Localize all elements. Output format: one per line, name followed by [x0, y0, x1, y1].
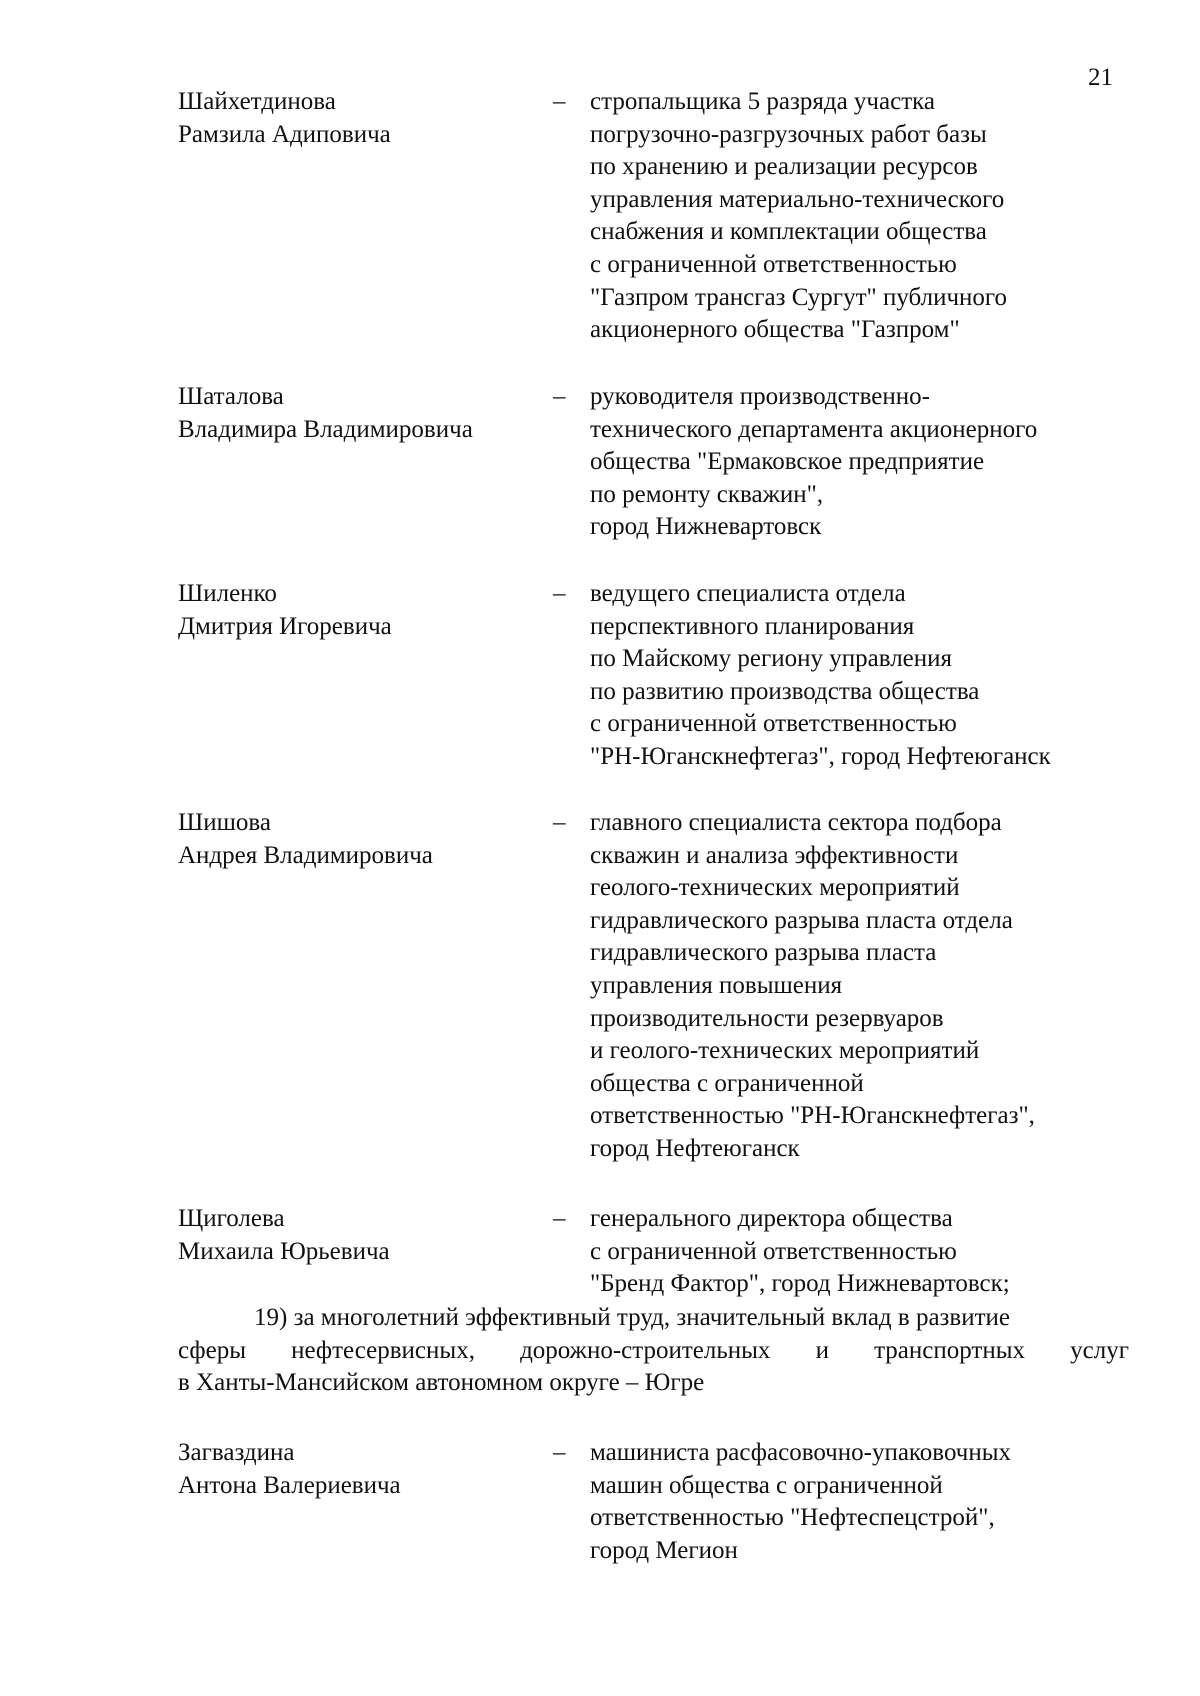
surname: Шаталова [178, 383, 284, 410]
person-name [178, 807, 548, 872]
dash-separator: – [553, 88, 566, 115]
description-line: производительности резервуаров [590, 1004, 944, 1032]
given-names: Владимира Владимировича [178, 415, 473, 443]
description-line: по развитию производства общества [590, 677, 980, 705]
paragraph-line: 19) за многолетний эффективный труд, значительный вклад в развитие [254, 1304, 1010, 1331]
dash-separator: – [553, 809, 566, 836]
surname: Шишова [178, 809, 271, 836]
person-name [178, 86, 548, 151]
surname: Шайхетдинова [178, 88, 336, 115]
position-description [590, 807, 1150, 1166]
description-line: управления материально-технического [590, 185, 1005, 213]
description-line: стропальщика 5 разряда участка [590, 88, 935, 115]
description-line: машин общества с ограниченной [590, 1471, 943, 1499]
section-paragraph [178, 1302, 1129, 1400]
description-line: руководителя производственно- [590, 383, 930, 410]
description-line: "РН-Юганскнефтегаз", город Нефтеюганск [590, 742, 1051, 770]
page-number: 21 [1088, 64, 1113, 91]
position-description [590, 1437, 1150, 1567]
description-line: с ограниченной ответственностью [590, 1237, 957, 1265]
description-line: и геолого-технических мероприятий [590, 1037, 980, 1065]
person-name [178, 1203, 548, 1268]
surname: Шиленко [178, 580, 277, 607]
description-line: скважин и анализа эффективности [590, 841, 959, 869]
description-line: с ограниченной ответственностью [590, 710, 957, 738]
position-description [590, 86, 1150, 347]
description-line: снабжения и комплектации общества [590, 218, 987, 246]
given-names: Рамзила Адиповича [178, 120, 391, 148]
given-names: Антона Валериевича [178, 1471, 401, 1499]
description-line: город Нижневартовск [590, 513, 822, 541]
description-line: по ремонту скважин", [590, 480, 824, 508]
description-line: общества "Ермаковское предприятие [590, 448, 985, 476]
description-line: общества с ограниченной [590, 1069, 864, 1097]
given-names: Андрея Владимировича [178, 841, 433, 869]
description-line: главного специалиста сектора подбора [590, 809, 1002, 836]
description-line: ответственностью "Нефтеспецстрой", [590, 1504, 995, 1532]
given-names: Михаила Юрьевича [178, 1237, 390, 1265]
position-description [590, 578, 1150, 774]
description-line: генерального директора общества [590, 1205, 953, 1232]
person-name [178, 578, 548, 643]
description-line: "Бренд Фактор", город Нижневартовск; [590, 1270, 1010, 1298]
description-line: ведущего специалиста отдела [590, 580, 906, 607]
description-line: геолого-технических мероприятий [590, 874, 960, 902]
description-line: по хранению и реализации ресурсов [590, 153, 978, 181]
description-line: по Майскому региону управления [590, 645, 953, 673]
description-line: машиниста расфасовочно-упаковочных [590, 1439, 1012, 1466]
position-description [590, 381, 1150, 544]
paragraph-line: сферы нефтесервисных, дорожно-строительных и транспортных услуг [178, 1336, 1129, 1364]
dash-separator: – [553, 1439, 566, 1466]
description-line: технического департамента акционерного [590, 415, 1038, 443]
description-line: ответственностью "РН-Юганскнефтегаз", [590, 1102, 1035, 1130]
description-line: город Мегион [590, 1536, 738, 1564]
paragraph-line: в Ханты-Мансийском автономном округе – Югре [178, 1369, 705, 1397]
description-line: город Нефтеюганск [590, 1134, 800, 1162]
person-name [178, 1437, 548, 1502]
position-description [590, 1203, 1150, 1301]
person-name [178, 381, 548, 446]
description-line: перспективного планирования [590, 612, 915, 640]
description-line: с ограниченной ответственностью [590, 250, 957, 278]
description-line: гидравлического разрыва пласта [590, 939, 937, 967]
dash-separator: – [553, 383, 566, 410]
given-names: Дмитрия Игоревича [178, 612, 392, 640]
dash-separator: – [553, 1205, 566, 1232]
description-line: управления повышения [590, 971, 843, 999]
surname: Щиголева [178, 1205, 285, 1232]
description-line: акционерного общества "Газпром" [590, 316, 960, 344]
description-line: гидравлического разрыва пласта отдела [590, 906, 1013, 934]
description-line: погрузочно-разгрузочных работ базы [590, 120, 987, 148]
description-line: "Газпром трансгаз Сургут" публичного [590, 283, 1008, 311]
dash-separator: – [553, 580, 566, 607]
surname: Загваздина [178, 1439, 295, 1466]
